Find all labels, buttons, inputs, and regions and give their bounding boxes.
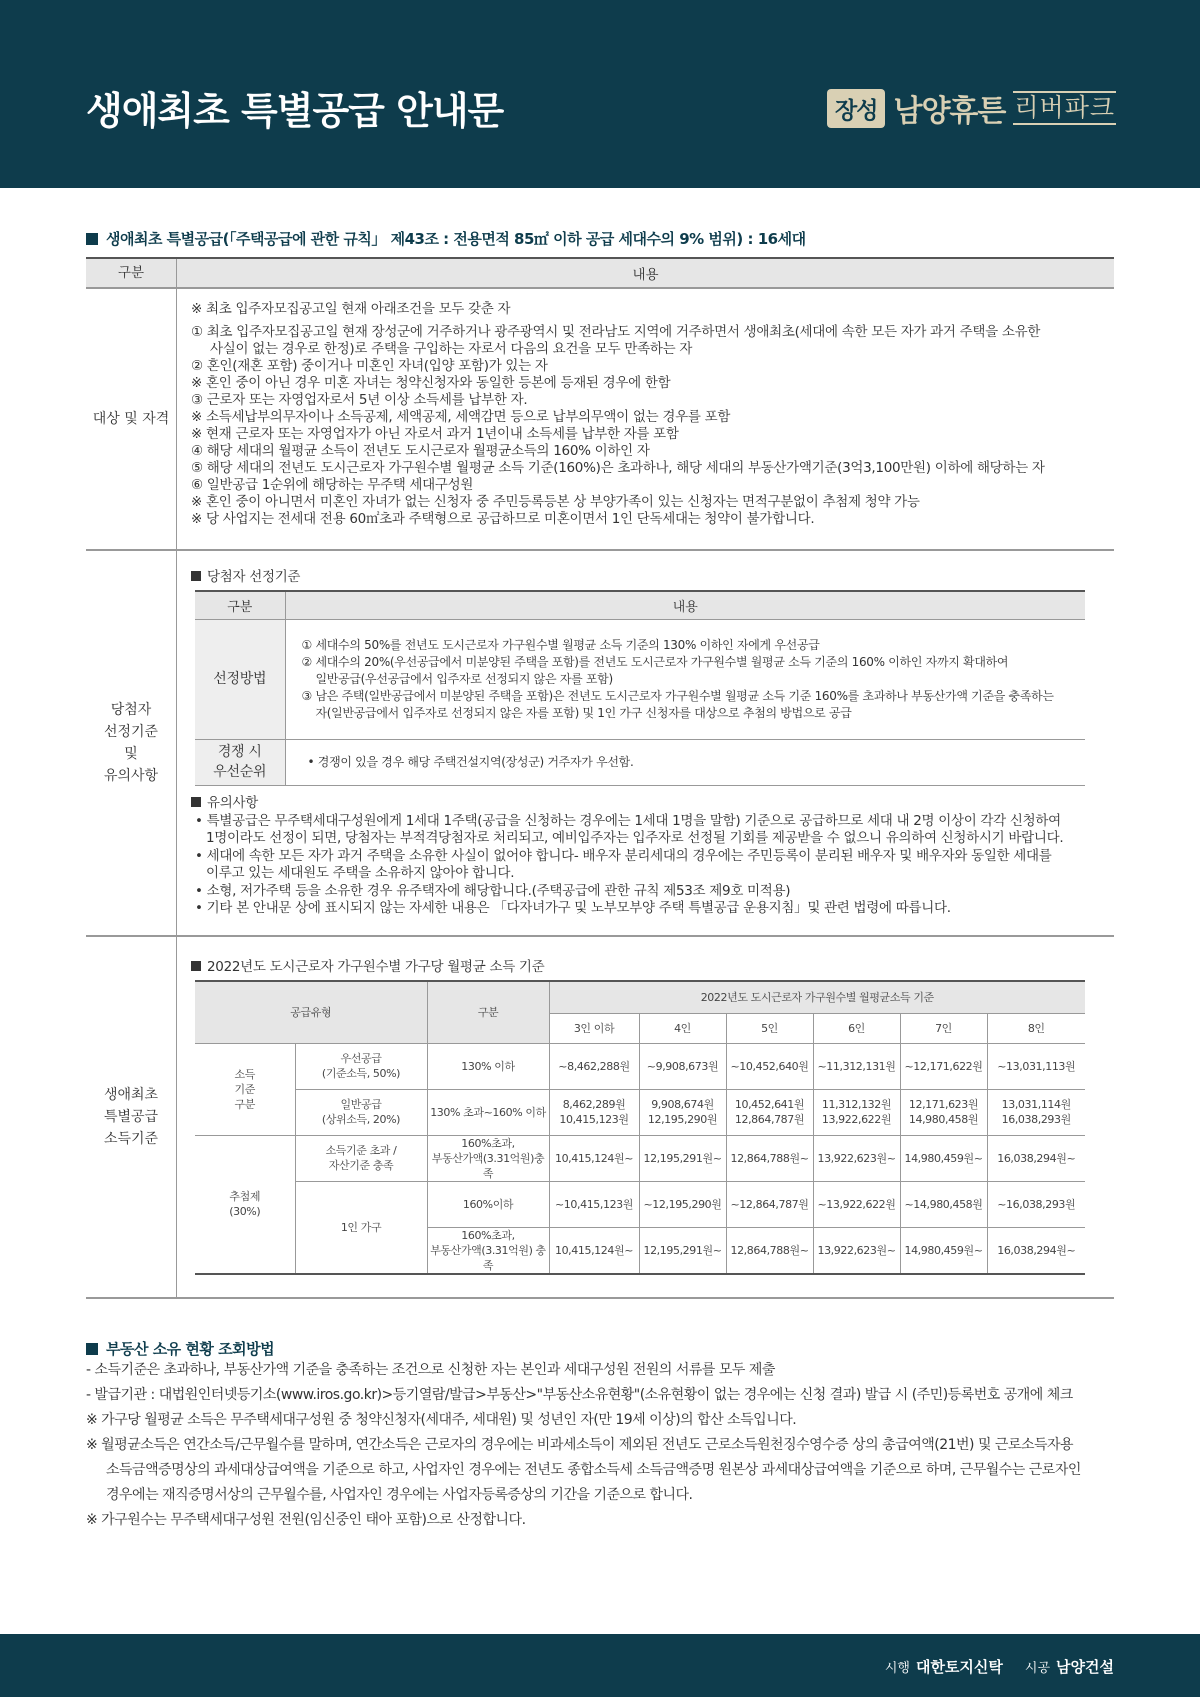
category-cell: 160%초과, 부동산가액(3.31억원)충족 <box>427 1135 549 1181</box>
one-person-label: 1인 가구 <box>295 1181 427 1274</box>
property-notes <box>86 1358 1146 1533</box>
selection-method-row <box>195 619 1085 739</box>
brand-logo <box>827 86 1116 130</box>
value-cell: 12,864,788원~ <box>726 1135 813 1181</box>
executor-name: 대한토지신탁 <box>915 1658 1003 1676</box>
footer-credits <box>885 1656 1114 1677</box>
income-group-label: 소득 기준 구분 <box>195 1043 295 1135</box>
square-bullet-icon <box>86 233 98 245</box>
value-cell: 12,171,623원 14,980,458원 <box>900 1089 987 1135</box>
selection-method-content: ① 세대수의 50%를 전년도 도시근로자 가구원수별 월평균 소득 기준의 130% 이하인 자에게 우선공급 ② 세대수의 20%(우선공급에서 미분양된 주택을 포함)를 전년도 도시근로자 가구원수별 월평균 소득 기준의 160% 이하인 자까지 확대하여 일반공급(우선공급에서 입주자로 선정되지 않은 자를 포함) ③ 남은 주택(일반공급에서 미분양된 주택을 포함)은 전년도 도시근로자 가구원수별 월평균 소득 기준 160%를 초과하나 부동산가액 기준을 충족하는 자(일반공급에서 입주자로 선정되지 않은 자를 포함) 및 1인 가구 신청자를 대상으로 추첨의 방법으로 공급 <box>285 619 1085 739</box>
household-size-header: 8인 <box>987 1013 1085 1043</box>
square-bullet-icon <box>191 797 201 807</box>
eligibility-content <box>177 289 1114 549</box>
selection-table-header-content: 내용 <box>285 591 1085 619</box>
value-cell: 13,031,114원 16,038,293원 <box>987 1089 1085 1135</box>
eligibility-line: ⑤ 해당 세대의 전년도 도시근로자 가구원수별 월평균 소득 기준(160%)은 초과하나, 해당 세대의 부동산가액기준(3억3,100만원) 이하에 해당하는 자 <box>191 460 1045 476</box>
eligibility-line: ※ 혼인 중이 아닌 경우 미혼 자녀는 청약신청자와 동일한 등본에 등재된 경우에 한함 <box>191 375 671 391</box>
value-cell: 8,462,289원 10,415,123원 <box>549 1089 639 1135</box>
page-footer <box>0 1634 1200 1697</box>
income-subheading: 2022년도 도시근로자 가구원수별 가구당 월평균 소득 기준 <box>191 955 1114 975</box>
eligibility-line: ※ 최초 입주자모집공고일 현재 아래조건을 모두 갖춘 자 <box>191 301 511 317</box>
value-cell: 11,312,132원 13,922,622원 <box>813 1089 900 1135</box>
eligibility-line: ③ 근로자 또는 자영업자로서 5년 이상 소득세를 납부한 자. <box>191 392 528 408</box>
property-line: 경우에는 재직증명서상의 근무월수를, 사업자인 경우에는 사업자등록증상의 기간을 기준으로 합니다. <box>106 1487 693 1503</box>
eligibility-line: ① 최초 입주자모집공고일 현재 장성군에 거주하거나 광주광역시 및 전라남도 지역에 거주하면서 생애최초(세대에 속한 모든 자가 과거 주택을 소유한 <box>191 324 1041 340</box>
property-line: 소득금액증명상의 과세대상급여액을 기준으로 하고, 사업자인 경우에는 전년도 종합소득세 소득금액증명 원본상 과세대상급여액을 기준으로 하며, 근무월수는 근로자인 <box>106 1462 1081 1478</box>
selection-content <box>177 551 1114 935</box>
property-line: ※ 가구당 월평균 소득은 무주택세대구성원 중 청약신청자(세대주, 세대원) 및 성년인 자(만 19세 이상)의 합산 소득입니다. <box>86 1412 797 1428</box>
household-size-header: 5인 <box>726 1013 813 1043</box>
selection-label: 당첨자 선정기준 및 유의사항 <box>86 551 177 935</box>
income-content <box>177 937 1114 1297</box>
value-cell: ~8,462,288원 <box>549 1043 639 1089</box>
value-cell: 12,195,291원~ <box>639 1227 726 1274</box>
note-line: • 특별공급은 무주택세대구성원에게 1세대 1주택(공급을 신청하는 경우에는 1세대 1명을 말함) 기준으로 공급하므로 세대 내 2명 이상이 각각 신청하여 <box>195 812 1061 829</box>
income-header-category: 구분 <box>427 981 549 1043</box>
value-cell: 10,415,124원~ <box>549 1227 639 1274</box>
income-header-supply-type: 공급유형 <box>195 981 427 1043</box>
notes-subheading: 유의사항 <box>191 791 1114 811</box>
page-title: 생애최초 특별공급 안내문 <box>86 89 504 133</box>
lottery-group-label: 추첨제 (30%) <box>195 1135 295 1274</box>
eligibility-row <box>86 289 1114 551</box>
header-category: 구분 <box>86 259 177 287</box>
income-row <box>86 937 1114 1299</box>
square-bullet-icon <box>86 1343 98 1355</box>
value-cell: 14,980,459원~ <box>900 1135 987 1181</box>
builder-label: 시공 <box>1024 1661 1051 1676</box>
income-table-row <box>195 1043 1085 1089</box>
value-cell: 13,922,623원~ <box>813 1227 900 1274</box>
eligibility-line: ※ 현재 근로자 또는 자영업자가 아닌 자로서 과거 1년이내 소득세를 납부한 자를 포함 <box>191 426 679 442</box>
value-cell: 14,980,459원~ <box>900 1227 987 1274</box>
property-line: - 소득기준은 초과하나, 부동산가액 기준을 충족하는 조건으로 신청한 자는 본인과 세대구성원 전원의 서류를 모두 제출 <box>86 1362 775 1378</box>
household-size-header: 6인 <box>813 1013 900 1043</box>
selection-method-label: 선정방법 <box>195 619 285 739</box>
note-line: 1명이라도 선정이 되면, 당첨자는 부적격당첨자로 처리되고, 예비입주자는 입주자로 선정될 기회를 제공받을 수 없으니 유의하여 신청하시기 바랍니다. <box>206 830 1064 846</box>
household-size-header: 3인 이하 <box>549 1013 639 1043</box>
income-table <box>195 980 1085 1275</box>
household-size-header: 7인 <box>900 1013 987 1043</box>
supply-type-cell: 우선공급 (기준소득, 50%) <box>295 1043 427 1089</box>
value-cell: ~12,864,787원 <box>726 1181 813 1227</box>
property-line: - 발급기관 : 대법원인터넷등기소(www.iros.go.kr)>등기열람/발급>부동산>"부동산소유현황"(소유현황이 없는 경우에는 신청 결과) 발급 시 (주민)등록번호 공개에 체크 <box>86 1387 1073 1403</box>
brand-name: 남양휴튼 <box>893 94 1006 129</box>
eligibility-label: 대상 및 자격 <box>86 289 177 549</box>
income-header-group: 2022년도 도시근로자 가구원수별 월평균소득 기준 <box>549 981 1085 1013</box>
note-line: • 기타 본 안내문 상에 표시되지 않는 자세한 내용은 「다자녀가구 및 노부모부양 주택 특별공급 운용지침」및 관련 법령에 따릅니다. <box>195 900 951 916</box>
category-cell: 130% 초과~160% 이하 <box>427 1089 549 1135</box>
category-cell: 130% 이하 <box>427 1043 549 1089</box>
value-cell: 10,415,124원~ <box>549 1135 639 1181</box>
section-heading-first-home: 생애최초 특별공급(「주택공급에 관한 규칙」 제43조 : 전용면적 85㎡ 이하 공급 세대수의 9% 범위) : 16세대 <box>86 228 806 249</box>
selection-table-header-category: 구분 <box>195 591 285 619</box>
builder-name: 남양건설 <box>1056 1658 1114 1676</box>
value-cell: ~10,452,640원 <box>726 1043 813 1089</box>
main-table-header <box>86 259 1114 289</box>
priority-label: 경쟁 시 우선순위 <box>195 739 285 785</box>
brand-tag: 장성 <box>827 89 885 128</box>
eligibility-line: ※ 혼인 중이 아니면서 미혼인 자녀가 없는 신청자 중 주민등록등본 상 부양가족이 있는 신청자는 면적구분없이 추첨제 청약 가능 <box>191 494 920 510</box>
value-cell: ~11,312,131원 <box>813 1043 900 1089</box>
eligibility-line: ④ 해당 세대의 월평균 소득이 전년도 도시근로자 월평균소득의 160% 이하인 자 <box>191 443 650 459</box>
household-size-header: 4인 <box>639 1013 726 1043</box>
value-cell: 9,908,674원 12,195,290원 <box>639 1089 726 1135</box>
priority-content: • 경쟁이 있을 경우 해당 주택건설지역(장성군) 거주자가 우선함. <box>285 739 1085 785</box>
value-cell: ~10,415,123원 <box>549 1181 639 1227</box>
category-cell: 160%이하 <box>427 1181 549 1227</box>
value-cell: 16,038,294원~ <box>987 1135 1085 1181</box>
value-cell: ~13,031,113원 <box>987 1043 1085 1089</box>
property-line: ※ 월평균소득은 연간소득/근무월수를 말하며, 연간소득은 근로자의 경우에는 비과세소득이 제외된 전년도 근로소득원천징수영수증 상의 총급여액(21번) 및 근로소득자용 <box>86 1437 1074 1453</box>
value-cell: 12,864,788원~ <box>726 1227 813 1274</box>
note-line: • 세대에 속한 모든 자가 과거 주택을 소유한 사실이 없어야 합니다- 배우자 분리세대의 경우에는 주민등록이 분리된 배우자 및 배우자와 동일한 세대를 <box>195 847 1052 864</box>
eligibility-line: ② 혼인(재혼 포함) 중이거나 미혼인 자녀(입양 포함)가 있는 자 <box>191 358 548 374</box>
supply-type-cell: 일반공급 (상위소득, 20%) <box>295 1089 427 1135</box>
value-cell: 10,452,641원 12,864,787원 <box>726 1089 813 1135</box>
value-cell: ~14,980,458원 <box>900 1181 987 1227</box>
notes-list <box>191 813 1114 918</box>
note-line: 이루고 있는 세대원도 주택을 소유하지 않아야 합니다. <box>206 865 515 881</box>
income-label: 생애최초 특별공급 소득기준 <box>86 937 177 1297</box>
income-table-row <box>195 1089 1085 1135</box>
category-cell: 160%초과, 부동산가액(3.31억원) 충족 <box>427 1227 549 1274</box>
eligibility-line: 사실이 없는 경우로 한정)로 주택을 구입하는 자로서 다음의 요건을 모두 만족하는 자 <box>210 341 693 357</box>
value-cell: ~12,195,290원 <box>639 1181 726 1227</box>
income-table-row <box>195 1181 1085 1227</box>
eligibility-line: ⑥ 일반공급 1순위에 해당하는 무주택 세대구성원 <box>191 477 474 493</box>
value-cell: ~9,908,673원 <box>639 1043 726 1089</box>
priority-row <box>195 739 1085 785</box>
value-cell: ~12,171,622원 <box>900 1043 987 1089</box>
eligibility-line: ※ 당 사업지는 전세대 전용 60㎡초과 주택형으로 공급하므로 미혼이면서 1인 단독세대는 청약이 불가합니다. <box>191 511 815 527</box>
square-bullet-icon <box>191 571 201 581</box>
property-line: ※ 가구원수는 무주택세대구성원 전원(임신중인 태아 포함)으로 산정합니다. <box>86 1512 526 1528</box>
header-content: 내용 <box>177 259 1114 287</box>
selection-subheading: 당첨자 선정기준 <box>191 565 1114 585</box>
value-cell: 13,922,623원~ <box>813 1135 900 1181</box>
value-cell: ~16,038,293원 <box>987 1181 1085 1227</box>
page-header <box>0 0 1200 188</box>
value-cell: ~13,922,622원 <box>813 1181 900 1227</box>
brand-subname: 리버파크 <box>1013 91 1116 125</box>
note-line: • 소형, 저가주택 등을 소유한 경우 유주택자에 해당합니다.(주택공급에 관한 규칙 제53조 제9호 미적용) <box>195 882 791 899</box>
supply-type-cell: 소득기준 초과 / 자산기준 충족 <box>295 1135 427 1181</box>
executor-label: 시행 <box>884 1661 910 1676</box>
income-table-row <box>195 1135 1085 1181</box>
selection-table <box>195 590 1085 786</box>
section-heading-property: 부동산 소유 현황 조회방법 <box>86 1338 274 1359</box>
eligibility-line: ※ 소득세납부의무자이나 소득공제, 세액공제, 세액감면 등으로 납부의무액이 없는 경우를 포함 <box>191 409 731 425</box>
main-table <box>86 257 1114 1299</box>
square-bullet-icon <box>191 961 201 971</box>
value-cell: 16,038,294원~ <box>987 1227 1085 1274</box>
selection-row <box>86 551 1114 937</box>
value-cell: 12,195,291원~ <box>639 1135 726 1181</box>
